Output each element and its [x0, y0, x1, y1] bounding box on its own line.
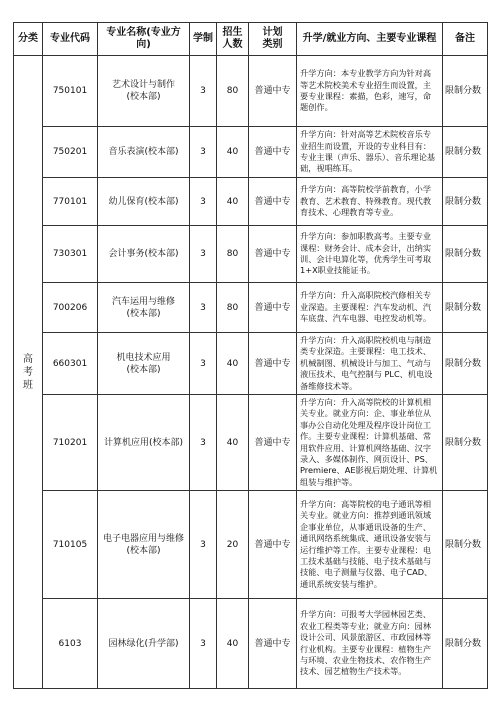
name-cell: 音乐表演(校本部) — [98, 127, 190, 178]
name-cell: 会计事务(校本部) — [98, 226, 190, 283]
header-name: 专业名称(专业方向) — [98, 23, 190, 56]
table-row — [14, 178, 488, 226]
duration-cell: 3 — [190, 56, 217, 127]
direction-cell: 升学方向：针对高等艺术院校音乐专业招生而设置，开设的专业科目有：专业主课（声乐、器乐）、音乐理论基础，视唱练耳。 — [297, 127, 443, 178]
header-code: 专业代码 — [43, 23, 98, 56]
direction-cell: 升学方向：升入高职院校机电与制造类专业深造。主要课程：电工技术、机械制图、机械设计与加工、气动与液压技术、电气控制与 PLC、机电设备维修技术等。 — [297, 333, 443, 395]
category-cell: 高 考 班 — [14, 56, 43, 689]
remark-cell: 限制分数 — [443, 283, 488, 333]
table-row — [14, 283, 488, 333]
duration-cell: 3 — [190, 178, 217, 226]
code-cell: 770101 — [43, 178, 98, 226]
enroll-cell: 80 — [217, 283, 249, 333]
header-direction: 升学/就业方向、主要专业课程 — [297, 23, 443, 56]
remark-cell: 限制分数 — [443, 395, 488, 491]
code-cell: 750201 — [43, 127, 98, 178]
remark-cell: 限制分数 — [443, 226, 488, 283]
direction-cell: 升学方向：本专业教学方向为针对高等艺术院校美术专业招生而设置，主要专业课程：素描，色彩，速写，命题创作。 — [297, 56, 443, 127]
enroll-cell: 40 — [217, 178, 249, 226]
duration-cell: 3 — [190, 599, 217, 689]
code-cell: 710105 — [43, 491, 98, 599]
duration-cell: 3 — [190, 226, 217, 283]
remark-cell: 限制分数 — [443, 178, 488, 226]
direction-cell: 升学方向：高等院校学前教育，小学教育、艺术教育、特殊教育。现代教育技术、心理教育等专业。 — [297, 178, 443, 226]
enroll-cell: 40 — [217, 333, 249, 395]
code-cell: 710201 — [43, 395, 98, 491]
table-row — [14, 127, 488, 178]
name-cell: 艺术设计与制作 (校本部) — [98, 56, 190, 127]
header-duration: 学制 — [190, 23, 217, 56]
direction-cell: 升学方向：升入高职院校汽修相关专业深造。主要课程：汽车发动机、汽车底盘、汽车电器、电控发动机等。 — [297, 283, 443, 333]
code-cell: 660301 — [43, 333, 98, 395]
duration-cell: 3 — [190, 333, 217, 395]
code-cell: 6103 — [43, 599, 98, 689]
table-row — [14, 491, 488, 599]
name-cell: 幼儿保育(校本部) — [98, 178, 190, 226]
header-remark: 备注 — [443, 23, 488, 56]
remark-cell: 限制分数 — [443, 333, 488, 395]
code-cell: 700206 — [43, 283, 98, 333]
table-row — [14, 56, 488, 127]
header-plan: 计划 类别 — [249, 23, 297, 56]
enroll-cell: 80 — [217, 226, 249, 283]
enroll-cell: 40 — [217, 599, 249, 689]
direction-cell: 升学方向：高等院校的电子通讯等相关专业。就业方向：推荐到通讯领域企事业单位，从事通讯设备的生产、通讯网络系统集成、通讯设备安装与运行维护等工作。主要专业课程：电工技术基础与技能、电子技术基础与技能、电子测量与仪器、电子CAD、通讯系统安装与维护。 — [297, 491, 443, 599]
remark-cell: 限制分数 — [443, 491, 488, 599]
code-cell: 730301 — [43, 226, 98, 283]
remark-cell: 限制分数 — [443, 599, 488, 689]
plan-cell: 普通中专 — [249, 491, 297, 599]
table-row — [14, 333, 488, 395]
duration-cell: 3 — [190, 283, 217, 333]
table-row — [14, 226, 488, 283]
remark-cell: 限制分数 — [443, 56, 488, 127]
enroll-cell: 80 — [217, 56, 249, 127]
enroll-cell: 40 — [217, 127, 249, 178]
plan-cell: 普通中专 — [249, 178, 297, 226]
enrollment-table-page — [13, 22, 487, 689]
duration-cell: 3 — [190, 127, 217, 178]
code-cell: 750101 — [43, 56, 98, 127]
plan-cell: 普通中专 — [249, 599, 297, 689]
direction-cell: 升学方向：升入高等院校的计算机相关专业。就业方向：企、事业单位从事办公自动化处理及程序设计岗位工作。主要专业课程：计算机基础、常用软件应用、计算机网络基础、汉字录入、多媒体制作、网页设计、PS、Premiere、AE影视后期处理、计算机组装与维护等。 — [297, 395, 443, 491]
direction-cell: 升学方向：可报考大学园林园艺类、农业工程类等专业；就业方向：园林设计公司、风景旅游区、市政园林等行业机构。主要专业课程：植物生产与环境、农业生物技术、农作物生产技术、园艺植物生产技术等。 — [297, 599, 443, 689]
enrollment-table — [13, 22, 488, 689]
header-category: 分类 — [14, 23, 43, 56]
plan-cell: 普通中专 — [249, 56, 297, 127]
plan-cell: 普通中专 — [249, 127, 297, 178]
duration-cell: 3 — [190, 491, 217, 599]
plan-cell: 普通中专 — [249, 395, 297, 491]
table-row — [14, 395, 488, 491]
table-row — [14, 599, 488, 689]
plan-cell: 普通中专 — [249, 226, 297, 283]
plan-cell: 普通中专 — [249, 333, 297, 395]
enroll-cell: 40 — [217, 395, 249, 491]
table-header-row — [14, 23, 488, 56]
name-cell: 汽车运用与维修 (校本部) — [98, 283, 190, 333]
enroll-cell: 20 — [217, 491, 249, 599]
remark-cell: 限制分数 — [443, 127, 488, 178]
name-cell: 计算机应用(校本部) — [98, 395, 190, 491]
name-cell: 电子电器应用与维修 (校本部) — [98, 491, 190, 599]
name-cell: 机电技术应用 (校本部) — [98, 333, 190, 395]
direction-cell: 升学方向：参加职教高考。主要专业课程：财务会计、成本会计，出纳实训、会计电算化等，优秀学生可考取1+X职业技能证书。 — [297, 226, 443, 283]
header-enroll: 招生 人数 — [217, 23, 249, 56]
plan-cell: 普通中专 — [249, 283, 297, 333]
name-cell: 园林绿化(升学部) — [98, 599, 190, 689]
duration-cell: 3 — [190, 395, 217, 491]
